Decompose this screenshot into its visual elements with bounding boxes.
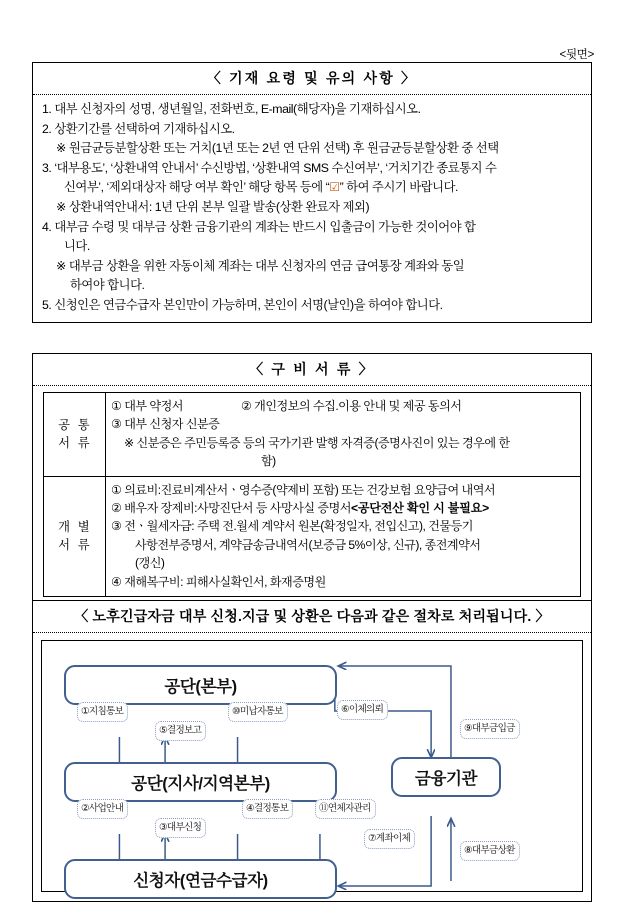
row-label-common <box>44 393 106 477</box>
flow-label-10-delinquent-notice: ⑩미납자통보 <box>228 702 288 722</box>
flow-section-title: 〈 노후긴급자금 대부 신청.지급 및 상환은 다음과 같은 절차로 처리됩니다. 〉 <box>33 601 591 633</box>
notice-section-title: 〈 기재 요령 및 유의 사항 〉 <box>33 63 591 95</box>
flow-label-11-delinquent-mgmt: ⑪연체자관리 <box>315 799 376 819</box>
notice-section <box>32 62 592 323</box>
notice-line-checkbox: 신여부’, ‘제외대상자 해당 여부 확인’ 해당 항목 등에 “☑” 하여 주시기 바랍니다. <box>64 180 458 195</box>
row-label-common-line1: 공 통 <box>58 417 92 432</box>
document-item-note: ※ 신분증은 주민등록증 등의 국가기관 발행 자격증(증명사진이 있는 경우에 한 <box>124 435 510 450</box>
notice-line: 2. 상환기간를 선택하여 기재하십시오. <box>42 121 235 136</box>
flow-node-branch[interactable]: 공단(지사/지역본부) <box>64 762 337 802</box>
flow-label-1-guideline-notice: ①지침통보 <box>77 702 128 722</box>
document-item: ④ 재해복구비: 피해사실확인서, 화재증명원 <box>111 574 326 589</box>
document-item <box>111 397 576 415</box>
notice-line: 하여야 합니다. <box>70 278 145 293</box>
document-item-text: ② 배우자 장제비:사망진단서 등 사망사실 증명서 <box>111 501 351 516</box>
flow-diagram <box>41 640 583 892</box>
document-item: ① 의료비:진료비계산서ㆍ영수증(약제비 포함) 또는 건강보험 요양급여 내역서 <box>111 482 496 497</box>
flow-label-9-loan-deposit: ⑨대부금입금 <box>460 719 520 739</box>
documents-section-title: 〈 구 비 서 류 〉 <box>33 354 591 386</box>
notice-line: ※ 원금균등분할상환 또는 거치(1년 또는 2년 연 단위 선택) 후 원금균등분할상환 중 선택 <box>56 141 499 156</box>
flow-label-6-transfer-request: ⑥이체의뢰 <box>337 700 388 720</box>
notice-list <box>33 95 591 322</box>
document-item-cont: 사항전부증명서, 계약금송금내역서(보증금 5%이상, 신규), 종전계약서 <box>135 537 481 552</box>
flow-node-bank[interactable]: 금융기관 <box>391 757 501 797</box>
documents-table <box>43 392 581 597</box>
document-item-bold-note: <공단전산 확인 시 불필요> <box>350 501 490 516</box>
page-side-marker: <뒷면> <box>559 49 594 61</box>
document-item: ③ 대부 신청자 신분증 <box>111 417 220 432</box>
flow-label-3-loan-application: ③대부신청 <box>155 818 206 838</box>
table-row-common <box>44 393 581 477</box>
row-label-individual <box>44 476 106 596</box>
row-label-individual-line2: 서 류 <box>58 537 92 552</box>
checked-checkbox-icon: ☑ <box>329 180 340 195</box>
notice-line: 4. 대부금 수령 및 대부금 상환 금융기관의 계좌는 반드시 입출금이 가능한 것이어야 합 <box>42 219 476 234</box>
row-content-common <box>106 393 581 477</box>
documents-section <box>32 353 592 607</box>
flow-section <box>32 600 592 902</box>
document-item-text: ① 대부 약정서 <box>111 399 183 413</box>
documents-table-wrap <box>33 386 591 606</box>
notice-line: 니다. <box>64 239 90 254</box>
flow-label-8-loan-repayment: ⑧대부금상환 <box>460 841 520 861</box>
table-row-individual <box>44 476 581 596</box>
notice-line: ※ 대부금 상환을 위한 자동이체 계좌는 대부 신청자의 연금 급여통장 계좌와 동일 <box>56 258 465 273</box>
flow-label-5-decision-report: ⑤결정보고 <box>155 721 206 741</box>
flow-label-4-decision-notice: ④결정통보 <box>242 799 293 819</box>
flow-node-hq[interactable]: 공단(본부) <box>64 665 337 705</box>
notice-line: 1. 대부 신청자의 성명, 생년월일, 전화번호, E-mail(해당자)을 기재하십시오. <box>42 102 421 116</box>
notice-line: 3. ‘대부용도’, ‘상환내역 안내서’ 수신방법, ‘상환내역 SMS 수신여부’, ‘거치기간 종료통지 수 <box>42 160 497 175</box>
flow-label-7-account-transfer: ⑦계좌이체 <box>364 829 415 849</box>
notice-line: ※ 상환내역안내서: 1년 단위 본부 일괄 발송(상환 완료자 제외) <box>56 199 370 214</box>
notice-line: 5. 신청인은 연금수급자 본인만이 가능하며, 본인이 서명(날인)을 하여야 합니다. <box>42 297 443 312</box>
row-label-individual-line1: 개 별 <box>58 519 92 534</box>
document-item-cont: (갱신) <box>135 556 165 571</box>
flow-node-applicant[interactable]: 신청자(연금수급자) <box>64 859 337 899</box>
document-item-note-cont: 함) <box>261 454 276 469</box>
document-item <box>111 499 576 517</box>
flow-label-2-program-info: ②사업안내 <box>77 799 128 819</box>
document-item: ③ 전ㆍ월세자금: 주택 전.월세 계약서 원본(확정일자, 전입신고), 건물등기 <box>111 519 473 534</box>
row-label-common-line2: 서 류 <box>58 435 92 450</box>
row-content-individual <box>106 476 581 596</box>
document-item-text-2: ② 개인정보의 수집.이용 안내 및 제공 동의서 <box>240 399 462 413</box>
